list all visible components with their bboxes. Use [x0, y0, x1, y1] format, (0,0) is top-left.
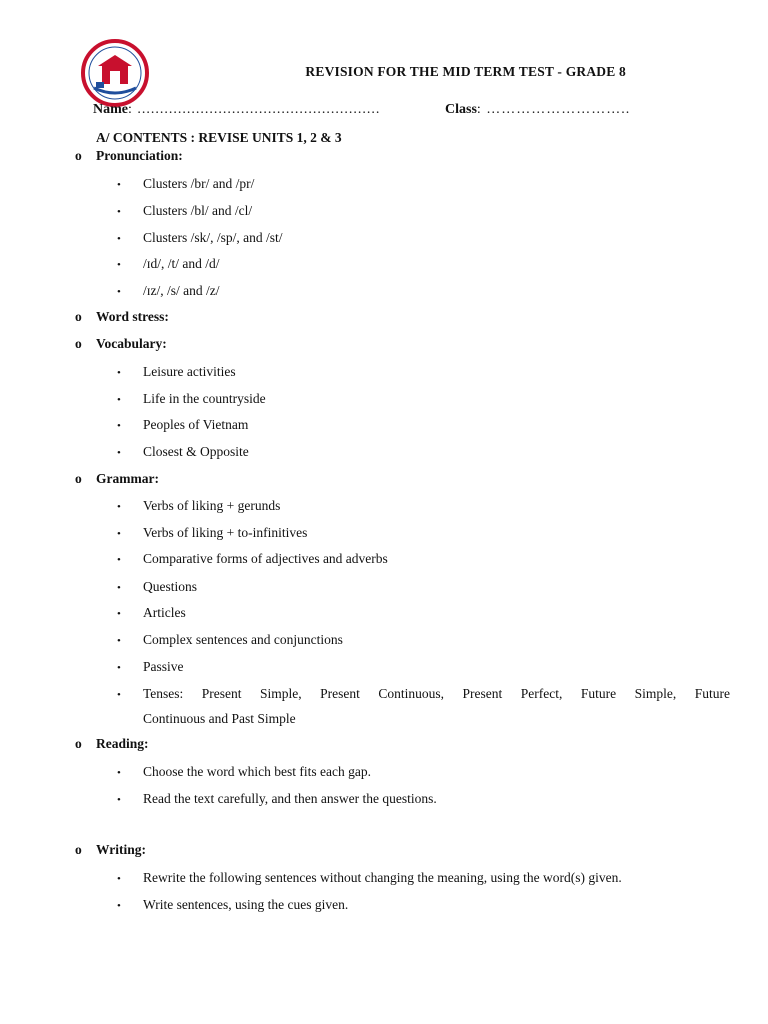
bullet-marker: • [117, 794, 121, 806]
bullet-marker: • [117, 689, 121, 701]
list-item-text: Life in the countryside [143, 391, 266, 406]
list-item-text: Write sentences, using the cues given. [143, 897, 349, 912]
heading-grammar [75, 471, 159, 487]
bullet-marker: • [117, 447, 121, 459]
heading-marker: o [75, 471, 82, 486]
bullet-marker: • [117, 259, 121, 271]
list-item [117, 897, 348, 913]
list-item [117, 364, 236, 380]
heading-marker: o [75, 309, 82, 324]
list-item [117, 444, 249, 460]
list-item-text: Passive [143, 659, 184, 674]
name-label: Name [93, 102, 128, 117]
list-item [117, 230, 283, 246]
heading-reading [75, 736, 149, 752]
list-item-text: Rewrite the following sentences without changing the meaning, using the word(s) given. [143, 870, 622, 885]
document-title: REVISION FOR THE MID TERM TEST - GRADE 8 [305, 64, 626, 79]
class-field [445, 102, 630, 118]
list-item [117, 579, 197, 595]
list-item-text: Complex sentences and conjunctions [143, 632, 343, 647]
list-item-text: /ɪd/, /t/ and /d/ [143, 256, 220, 271]
heading-marker: o [75, 336, 82, 351]
list-item [117, 659, 184, 675]
list-item-text: Comparative forms of adjectives and adverbs [143, 551, 388, 566]
bullet-marker: • [117, 767, 121, 779]
bullet-marker: • [117, 873, 121, 885]
bullet-marker: • [117, 554, 121, 566]
bullet-marker: • [117, 501, 121, 513]
list-item [117, 791, 437, 807]
list-item-text: Closest & Opposite [143, 444, 249, 459]
section-title: A/ CONTENTS : REVISE UNITS 1, 2 & 3 [96, 130, 342, 145]
bullet-marker: • [117, 582, 121, 594]
bullet-marker: • [117, 900, 121, 912]
bullet-marker: • [117, 206, 121, 218]
heading-label: Reading: [96, 736, 149, 751]
bullet-marker: • [117, 233, 121, 245]
name-blank: : ...................................................... [128, 102, 381, 117]
list-item [117, 632, 343, 648]
heading-marker: o [75, 736, 82, 751]
list-item-text: Articles [143, 605, 186, 620]
list-item [117, 176, 254, 192]
list-item [117, 764, 371, 780]
bullet-marker: • [117, 420, 121, 432]
heading-label: Grammar: [96, 471, 159, 486]
class-blank: : ……………………….. [476, 102, 631, 117]
heading-vocabulary [75, 336, 167, 352]
heading-label: Pronunciation: [96, 148, 183, 163]
list-item [117, 686, 730, 702]
list-item-text: Tenses: Present Simple, Present Continuous, Present Perfect, Future Simple, Future [143, 686, 730, 701]
bullet-marker: • [117, 528, 121, 540]
bullet-marker: • [117, 608, 121, 620]
list-item-text: /ɪz/, /s/ and /z/ [143, 283, 220, 298]
name-class-line [93, 102, 653, 118]
bullet-marker: • [117, 286, 121, 298]
heading-writing [75, 842, 146, 858]
heading-label: Vocabulary: [96, 336, 167, 351]
list-item-text: Clusters /br/ and /pr/ [143, 176, 255, 191]
bullet-marker: • [117, 179, 121, 191]
list-item-text: Verbs of liking + gerunds [143, 498, 281, 513]
bullet-marker: • [117, 394, 121, 406]
class-label: Class [445, 102, 477, 117]
heading-pronunciation [75, 148, 183, 164]
list-item-text: Peoples of Vietnam [143, 417, 249, 432]
list-item-text: Choose the word which best fits each gap. [143, 764, 371, 779]
bullet-marker: • [117, 367, 121, 379]
list-item [117, 525, 307, 541]
list-item [117, 391, 266, 407]
list-item [117, 283, 220, 299]
list-item [117, 870, 622, 886]
list-item [117, 203, 252, 219]
bullet-marker: • [117, 662, 121, 674]
heading-label: Word stress: [96, 309, 169, 324]
list-item [117, 551, 388, 567]
list-item [117, 605, 186, 621]
list-item-text: Verbs of liking + to-infinitives [143, 525, 308, 540]
list-item-text: Questions [143, 579, 197, 594]
heading-marker: o [75, 842, 82, 857]
list-item-text: Clusters /bl/ and /cl/ [143, 203, 253, 218]
list-item [117, 498, 280, 514]
list-item [117, 256, 220, 272]
list-item-text: Read the text carefully, and then answer the questions. [143, 791, 437, 806]
heading-word-stress [75, 309, 169, 325]
list-item-text: Leisure activities [143, 364, 236, 379]
list-item [117, 417, 248, 433]
bullet-marker: • [117, 635, 121, 647]
list-item-continuation: Continuous and Past Simple [143, 711, 296, 726]
list-item-text: Clusters /sk/, /sp/, and /st/ [143, 230, 283, 245]
heading-label: Writing: [96, 842, 146, 857]
heading-marker: o [75, 148, 82, 163]
